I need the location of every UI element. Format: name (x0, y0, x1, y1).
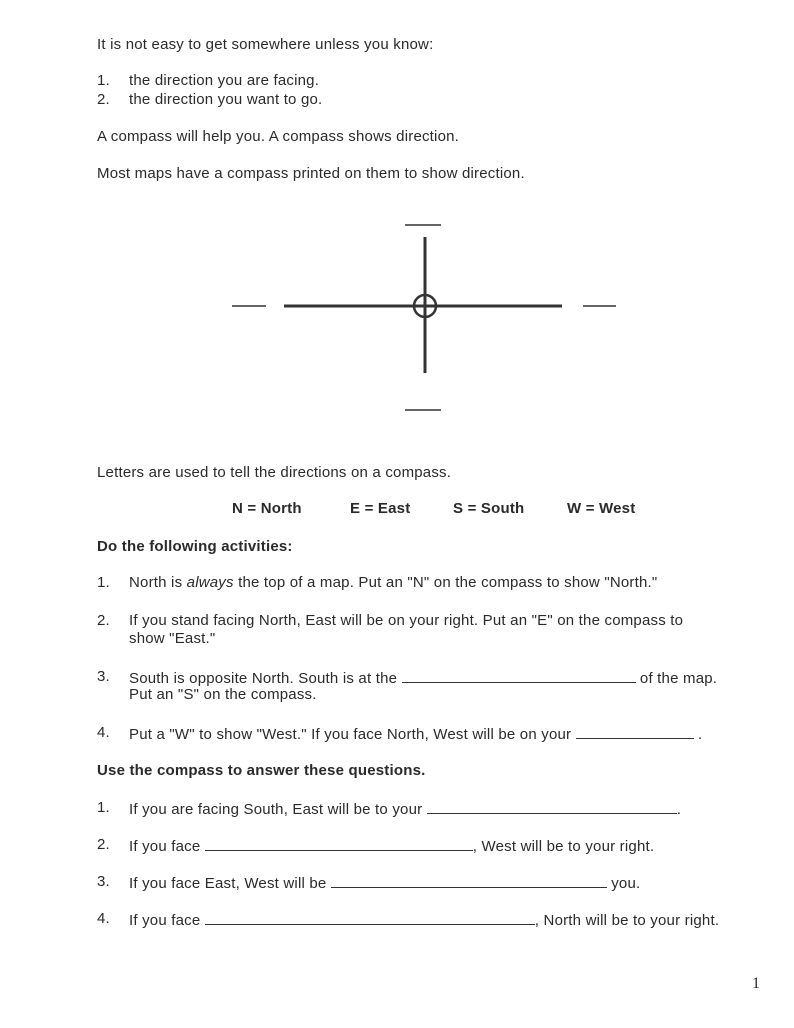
question-item-2 (129, 836, 654, 855)
activity-number-3: 3. (97, 668, 110, 685)
activity-number-4: 4. (97, 724, 110, 741)
question-4-text-before: If you face (129, 912, 201, 929)
question-number-3: 3. (97, 873, 110, 890)
activity-3-answer-blank[interactable] (402, 668, 636, 683)
activity-item-2-line-2: show "East." (129, 630, 216, 647)
legend-east: E = East (350, 500, 411, 517)
question-3-text-after: you. (611, 875, 641, 892)
question-3-answer-blank[interactable] (331, 873, 607, 888)
question-1-answer-blank[interactable] (427, 799, 677, 814)
activity-item-3-line-2: Put an "S" on the compass. (129, 686, 317, 703)
activity-4-text-after: . (698, 726, 703, 743)
intro-line-3: Most maps have a compass printed on them to show direction. (97, 165, 525, 182)
question-1-text-after: . (676, 801, 682, 818)
intro-line-2: A compass will help you. A compass shows direction. (97, 128, 460, 145)
activity-item-2-line-1: If you stand facing North, East will be on your right. Put an "E" on the compass to (129, 612, 684, 629)
question-3-text-before: If you face East, West will be (129, 875, 327, 892)
question-2-answer-blank[interactable] (205, 836, 473, 851)
activity-number-1: 1. (97, 574, 110, 591)
intro-list-number-2: 2. (97, 91, 110, 108)
activity-number-2: 2. (97, 612, 110, 629)
activity-3-text-before: South is opposite North. South is at the (129, 670, 398, 687)
activity-item-4 (129, 724, 702, 743)
legend-south: S = South (453, 500, 525, 517)
activity-3-text-after: of the map. (639, 670, 718, 687)
activity-1-text-after: the top of a map. Put an "N" on the compass to show "North." (233, 574, 658, 591)
question-4-text-after: , North will be to your right. (534, 912, 720, 929)
question-number-2: 2. (97, 836, 110, 853)
activity-1-emphasis: always (186, 574, 234, 591)
question-2-text-after: , West will be to your right. (472, 838, 655, 855)
activity-item-1 (129, 574, 657, 591)
question-4-answer-blank[interactable] (205, 910, 535, 925)
question-number-1: 1. (97, 799, 110, 816)
question-item-4 (129, 910, 719, 929)
activity-1-text-before: North is (129, 574, 187, 591)
question-1-text-before: If you are facing South, East will be to your (129, 801, 423, 818)
intro-line-1: It is not easy to get somewhere unless you know: (97, 36, 434, 53)
activity-4-answer-blank[interactable] (576, 724, 694, 739)
legend-west: W = West (567, 500, 636, 517)
letters-intro: Letters are used to tell the directions on a compass. (97, 464, 452, 481)
question-item-1 (129, 799, 681, 818)
question-item-3 (129, 873, 640, 892)
question-number-4: 4. (97, 910, 110, 927)
page-number: 1 (752, 975, 761, 992)
activity-4-text-before: Put a "W" to show "West." If you face North, West will be on your (129, 726, 572, 743)
intro-list-item-1: the direction you are facing. (129, 72, 320, 89)
legend-north: N = North (232, 500, 302, 517)
intro-list-item-2: the direction you want to go. (129, 91, 323, 108)
intro-list-number-1: 1. (97, 72, 110, 89)
questions-heading: Use the compass to answer these questions. (97, 762, 426, 779)
activities-heading: Do the following activities: (97, 538, 293, 555)
question-2-text-before: If you face (129, 838, 201, 855)
activity-item-3-line-1 (129, 668, 717, 687)
